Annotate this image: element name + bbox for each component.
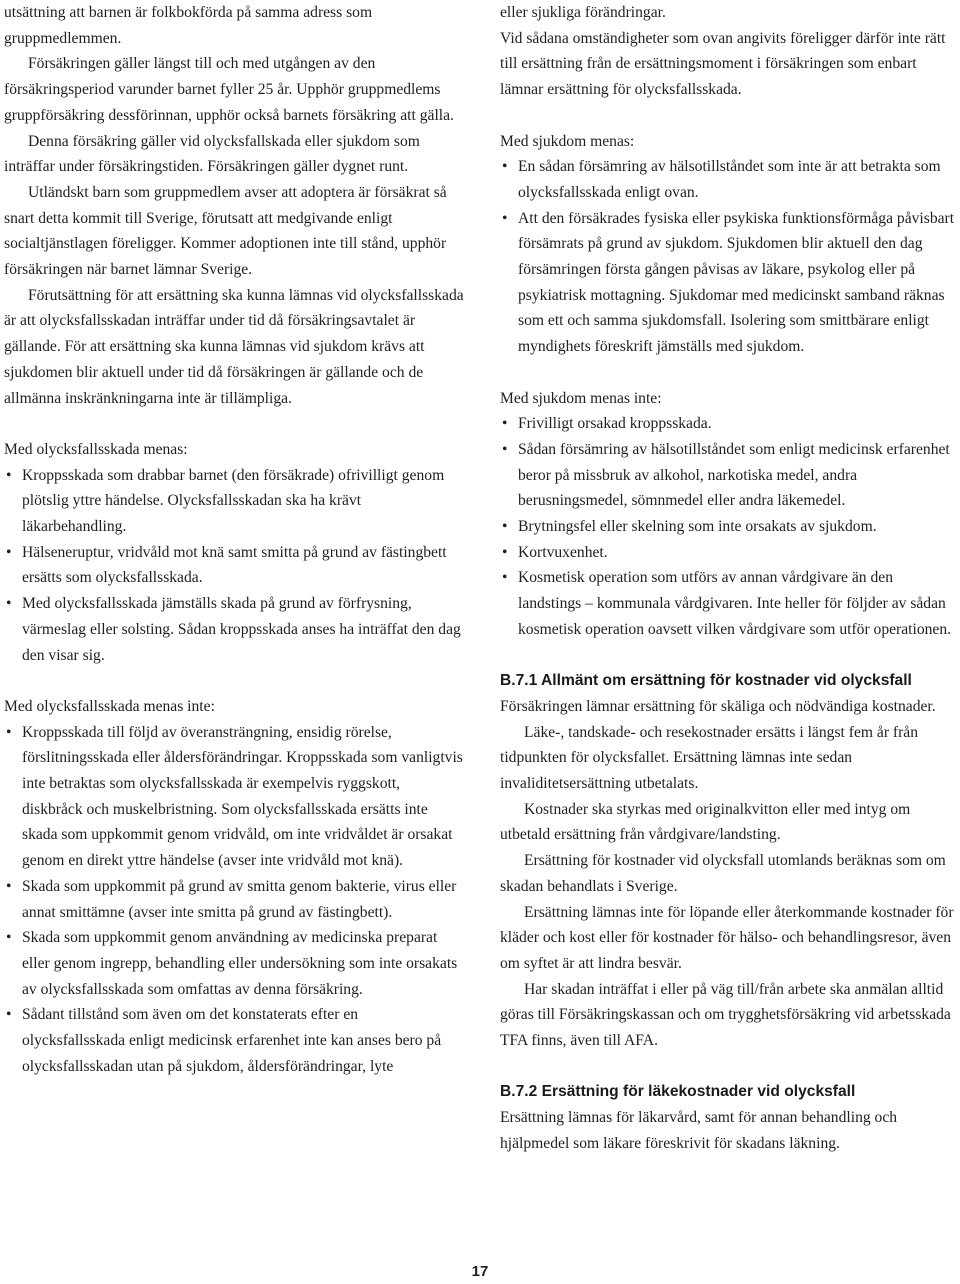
section-heading: Med sjukdom menas inte: (500, 389, 662, 407)
list-item: • Med olycksfallsskada jämställs skada på grund av förfrysning, värmeslag eller solsting. Sådan kroppsskada anses ha inträffat den dag den visar sig. (4, 591, 464, 668)
section-title-b72: B.7.2 Ersättning för läkekostnader vid olycksfall (500, 1083, 856, 1101)
list-item: • Kortvuxenhet. (500, 540, 958, 566)
list-item: • En sådan försämring av hälsotillståndet som inte är att betrakta som olycksfallsskada enligt ovan. (500, 154, 958, 205)
paragraph: Ersättning lämnas för läkarvård, samt för annan behandling och hjälpmedel som läkare föreskrivit för skadans läkning. (500, 1109, 898, 1152)
left-column (4, 0, 464, 1080)
list-item: • Kosmetisk operation som utförs av annan vårdgivare än den landstings – kommunala vårdgivaren. Inte heller för följder av sådan kosmetisk operation oavsett vilken vårdgivare som utför operationen. (500, 565, 958, 642)
section-heading: Med sjukdom menas: (500, 132, 635, 150)
paragraph: Vid sådana omständigheter som ovan angivits föreligger därför inte rätt till ersättning från de ersättningsmoment i försäkringen som enbart lämnar ersättning för olycksfallsskada. (500, 29, 946, 99)
list-item: • Skada som uppkommit genom användning av medicinska preparat eller genom ingrepp, behandling eller undersökning som inte orsakats av olycksfallsskada som omfattas av denna försäkring. (4, 925, 464, 1002)
list-item: • Sådan försämring av hälsotillståndet som enligt medicinsk erfarenhet beror på missbruk av alkohol, narkotiska medel, andra berusningsmedel, sömnmedel eller andra läkemedel. (500, 437, 958, 514)
list-item: • Brytningsfel eller skelning som inte orsakats av sjukdom. (500, 514, 958, 540)
paragraph: utsättning att barnen är folkbokförda på samma adress som gruppmedlemmen. (4, 4, 373, 47)
list-item: • Sådant tillstånd som även om det konstaterats efter en olycksfallsskada enligt medicinsk erfarenhet inte kan anses bero på olycksfallsskadan utan på sjukdom, åldersförändringar, lyte (4, 1002, 464, 1079)
bullet-list (500, 411, 958, 642)
paragraph: eller sjukliga förändringar. (500, 4, 666, 21)
section-heading: Med olycksfallsskada menas: (4, 440, 188, 458)
paragraph: Utländskt barn som gruppmedlem avser att adoptera är försäkrat så snart detta kommit till Sverige, förutsatt att medgivande enligt socialtjänstlagen föreligger. Kommer adoptionen inte till stånd, upphör försäkringen när barnet lämnar Sverige. (4, 183, 447, 279)
paragraph: Förutsättning för att ersättning ska kunna lämnas vid olycksfallsskada är att olycksfallsskadan inträffar under tid då försäkringsavtalet är gällande. För att ersättning ska kunna lämnas vid sjukdom krävs att sjukdomen blir aktuell under tid då försäkringen är gällande och de allmänna inskränkningarna inte är tillämpliga. (4, 286, 464, 407)
section-title-b71: B.7.1 Allmänt om ersättning för kostnader vid olycksfall (500, 672, 912, 690)
bullet-list (500, 154, 958, 360)
bullet-list (4, 463, 464, 669)
list-item: • Hälseneruptur, vridvåld mot knä samt smitta på grund av fästingbett ersätts som olycksfallsskada. (4, 540, 464, 591)
paragraph: Försäkringen lämnar ersättning för skäliga och nödvändiga kostnader. (500, 697, 936, 715)
page-number: 17 (471, 1263, 489, 1280)
paragraph: Ersättning för kostnader vid olycksfall utomlands beräknas som om skadan behandlats i Sverige. (500, 852, 946, 895)
paragraph: Kostnader ska styrkas med originalkvitton eller med intyg om utbetald ersättning från vårdgivare/landsting. (500, 800, 911, 844)
list-item: • Skada som uppkommit på grund av smitta genom bakterie, virus eller annat smittämne (avser inte smitta på grund av fästingbett). (4, 874, 464, 925)
right-column (500, 0, 958, 1157)
paragraph: Ersättning lämnas inte för löpande eller återkommande kostnader för kläder och kost eller för kostnader för hälso- och behandlingsresor, även om syftet är att lindra besvär. (500, 903, 954, 972)
list-item: • Kroppsskada till följd av överansträngning, ensidig rörelse, förslitningsskada eller åldersförändringar. Kroppsskada som vanligtvis inte betraktas som olycksfallsskada är exempelvis ryggskott, diskbråck och muskelbristning. Som olycksfallsskada ersätts inte skada som uppkommit genom vridvåld, om inte vridvåldet är orsakat genom en direkt yttre händelse (avser inte vridvåld mot knä). (4, 720, 464, 874)
paragraph: Denna försäkring gäller vid olycksfallskada eller sjukdom som inträffar under försäkringstiden. Försäkringen gäller dygnet runt. (4, 132, 420, 176)
paragraph: Läke-, tandskade- och resekostnader ersätts i längst fem år från tidpunkten för olycksfallet. Ersättning lämnas inte sedan invaliditetsersättning utbetalats. (500, 723, 919, 793)
paragraph: Försäkringen gäller längst till och med utgången av den försäkringsperiod varunder barnet fyller 25 år. Upphör gruppmedlems gruppförsäkring dessförinnan, upphör också barnets försäkring att gälla. (4, 55, 454, 124)
paragraph: Har skadan inträffat i eller på väg till/från arbete ska anmälan alltid göras till Försäkringskassan och om trygghetsförsäkring vid arbetsskada TFA finns, även till AFA. (500, 980, 951, 1050)
list-item: • Frivilligt orsakad kroppsskada. (500, 411, 958, 437)
list-item: • Att den försäkrades fysiska eller psykiska funktionsförmåga påvisbart försämrats på grund av sjukdom. Sjukdomen blir aktuell den dag försämringen första gången påvisas av läkare, psykolog eller på psykiatrisk mottagning. Sjukdomar med medicinskt samband räknas som ett och samma sjukdomsfall. Isolering som smittbärare enligt myndighets föreskrift jämställs med sjukdom. (500, 206, 958, 360)
list-item: • Kroppsskada som drabbar barnet (den försäkrade) ofrivilligt genom plötslig yttre händelse. Olycksfallsskadan ska ha krävt läkarbehandling. (4, 463, 464, 540)
section-heading: Med olycksfallsskada menas inte: (4, 697, 215, 715)
bullet-list (4, 720, 464, 1080)
